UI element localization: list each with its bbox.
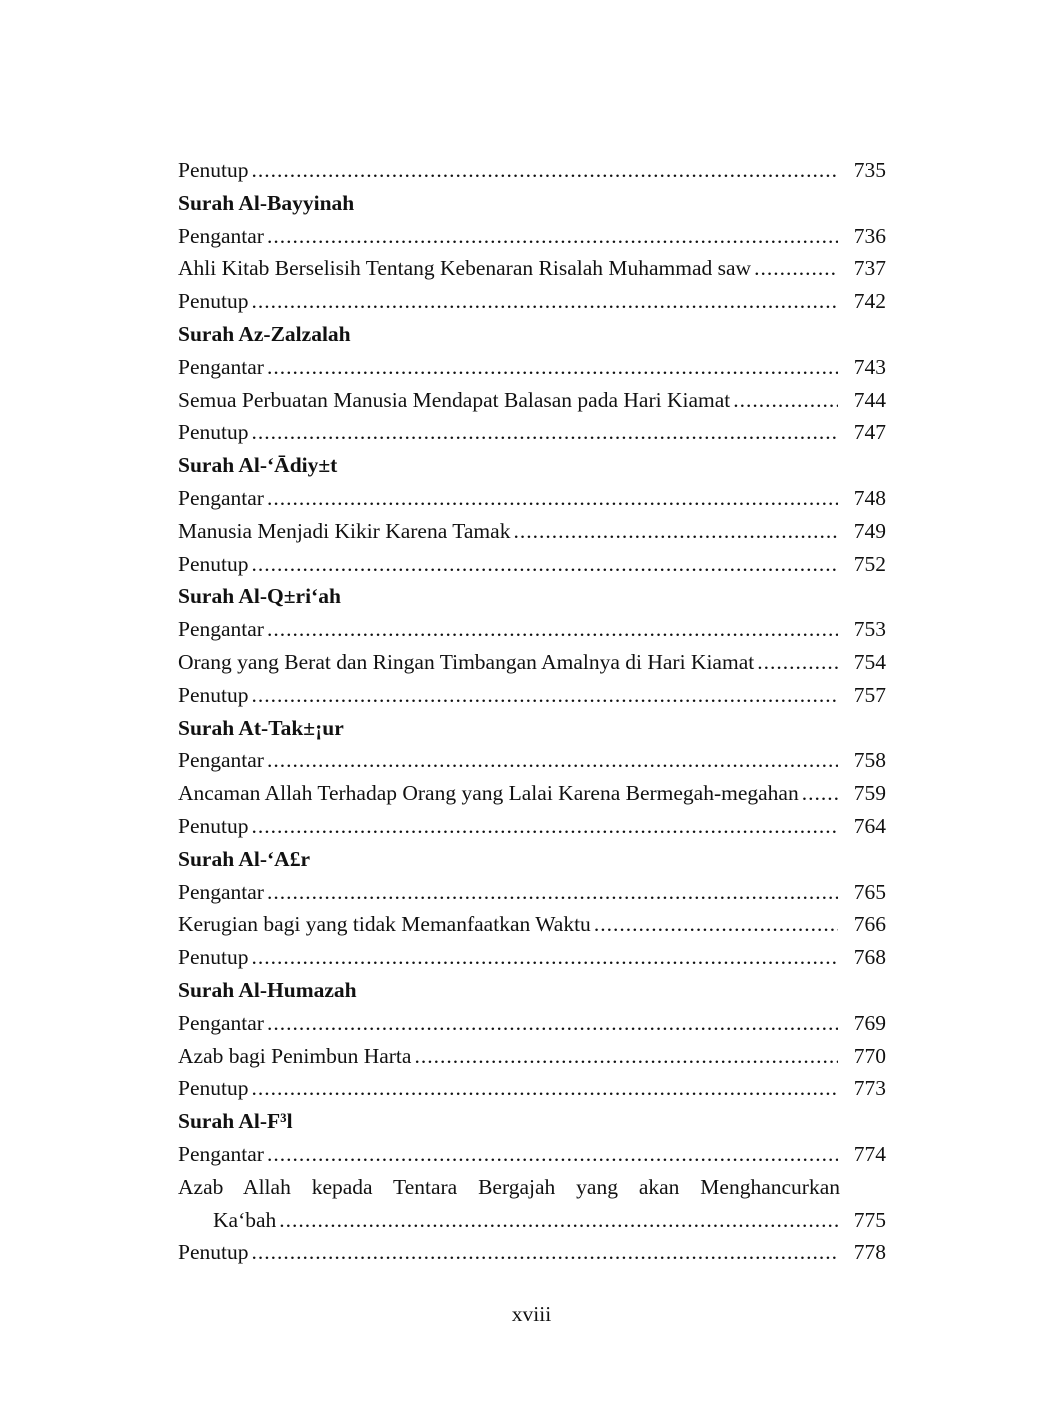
dot-leader: [251, 1236, 838, 1269]
dot-leader: [251, 285, 838, 318]
dot-leader: [251, 548, 838, 581]
dot-leader: [267, 613, 838, 646]
dot-leader: [279, 1204, 838, 1237]
toc-entry-title: Kerugian bagi yang tidak Memanfaatkan Waktu: [178, 912, 591, 937]
toc-entry-title-line-2: Ka‘bah: [213, 1207, 277, 1232]
toc-entry: [178, 351, 886, 384]
toc-entry-title: Penutup: [178, 289, 249, 314]
toc-entry-title: Pengantar: [178, 879, 264, 904]
toc-entry-title: Penutup: [178, 551, 249, 576]
dot-leader: [267, 220, 838, 253]
toc-entry-title: Pengantar: [178, 485, 264, 510]
dot-leader: [267, 1138, 838, 1171]
toc-entry: [178, 646, 886, 679]
dot-leader: [267, 1007, 838, 1040]
section-heading: Surah Al-Q±ri‘ah: [178, 584, 341, 609]
section-heading: Surah Al-‘A£r: [178, 846, 310, 871]
toc-entry: [178, 613, 886, 646]
toc-entry-title: Penutup: [178, 813, 249, 838]
table-of-contents: [178, 154, 886, 1269]
toc-entry-page: 747: [853, 420, 886, 445]
toc-entry: [178, 1236, 886, 1269]
toc-entry: [178, 941, 886, 974]
toc-entry-page: 752: [853, 551, 886, 576]
toc-entry-page: 737: [853, 256, 886, 281]
toc-entry-title: Pengantar: [178, 617, 264, 642]
dot-leader: [251, 416, 838, 449]
toc-entry-page: 770: [853, 1043, 886, 1068]
toc-entry-title: Penutup: [178, 420, 249, 445]
dot-leader: [802, 777, 838, 810]
toc-entry-title: Orang yang Berat dan Ringan Timbangan Amalnya di Hari Kiamat: [178, 649, 755, 674]
dot-leader: [267, 744, 838, 777]
toc-entry: [178, 777, 886, 810]
toc-entry-page: 742: [853, 289, 886, 314]
toc-entry-page: 769: [853, 1010, 886, 1035]
dot-leader: [414, 1040, 838, 1073]
toc-entry-page: 754: [853, 649, 886, 674]
toc-entry-title: Pengantar: [178, 1010, 264, 1035]
toc-entry-title: Ancaman Allah Terhadap Orang yang Lalai Karena Bermegah-megahan: [178, 781, 799, 806]
toc-entry-page: 774: [853, 1141, 886, 1166]
dot-leader: [733, 384, 838, 417]
toc-entry-title: Semua Perbuatan Manusia Mendapat Balasan pada Hari Kiamat: [178, 387, 731, 412]
toc-entry-title: Pengantar: [178, 1141, 264, 1166]
toc-entry-page: 753: [853, 617, 886, 642]
section-heading: Surah At-Tak±¡ur: [178, 715, 344, 740]
toc-entry-page: 768: [853, 945, 886, 970]
toc-entry-title: Penutup: [178, 1240, 249, 1265]
toc-entry-page: 744: [853, 387, 886, 412]
toc-entry: [178, 384, 886, 417]
toc-entry: [178, 1204, 886, 1237]
toc-entry: [178, 908, 886, 941]
toc-entry-page: 764: [853, 813, 886, 838]
section-heading: Surah Al-‘Ādiy±t: [178, 453, 338, 478]
dot-leader: [251, 154, 838, 187]
toc-entry-page: 736: [853, 223, 886, 248]
toc-entry: [178, 1040, 886, 1073]
toc-entry-title: Pengantar: [178, 223, 264, 248]
toc-entry-title: Penutup: [178, 1076, 249, 1101]
toc-entry: [178, 252, 886, 285]
dot-leader: [267, 351, 838, 384]
toc-entry: [178, 810, 886, 843]
toc-entry-page: 758: [853, 748, 886, 773]
toc-entry: [178, 220, 886, 253]
toc-entry: [178, 1072, 886, 1105]
toc-entry-title: Pengantar: [178, 748, 264, 773]
toc-entry-page: 766: [853, 912, 886, 937]
toc-entry: [178, 1138, 886, 1171]
dot-leader: [267, 482, 838, 515]
toc-entry: [178, 515, 886, 548]
toc-entry-page: 743: [853, 354, 886, 379]
toc-entry-title: Penutup: [178, 682, 249, 707]
toc-entry-title: Azab bagi Penimbun Harta: [178, 1043, 412, 1068]
dot-leader: [251, 941, 838, 974]
toc-entry: [178, 744, 886, 777]
toc-entry-title: Manusia Menjadi Kikir Karena Tamak: [178, 518, 511, 543]
toc-entry-title: Penutup: [178, 158, 249, 182]
toc-entry: [178, 679, 886, 712]
dot-leader: [251, 1072, 838, 1105]
toc-entry-page: 765: [853, 879, 886, 904]
page-number: xviii: [511, 1302, 552, 1326]
section-heading: Surah Al-Humazah: [178, 977, 357, 1002]
toc-entry: [178, 416, 886, 449]
dot-leader: [594, 908, 838, 941]
dot-leader: [251, 810, 838, 843]
toc-entry: [178, 1007, 886, 1040]
toc-entry-page: 748: [853, 485, 886, 510]
toc-entry: [178, 876, 886, 909]
toc-entry-page: 759: [853, 781, 886, 806]
toc-entry: [178, 154, 886, 187]
dot-leader: [754, 252, 838, 285]
section-heading: Surah Al-F³l: [178, 1109, 293, 1134]
section-heading: Surah Az-Zalzalah: [178, 321, 351, 346]
toc-entry-title: Ahli Kitab Berselisih Tentang Kebenaran Risalah Muhammad saw: [178, 256, 752, 281]
toc-entry-page: 775: [853, 1207, 886, 1232]
dot-leader: [513, 515, 838, 548]
toc-entry-title-line-1: Azab Allah kepada Tentara Bergajah yang akan Menghancurkan: [178, 1174, 840, 1199]
toc-entry-title: Penutup: [178, 945, 249, 970]
toc-entry-page: 735: [853, 158, 886, 182]
dot-leader: [267, 876, 838, 909]
toc-entry: [178, 548, 886, 581]
dot-leader: [757, 646, 838, 679]
toc-entry-page: 778: [853, 1240, 886, 1265]
section-heading: Surah Al-Bayyinah: [178, 190, 355, 215]
toc-entry-page: 773: [853, 1076, 886, 1101]
toc-entry-page: 757: [853, 682, 886, 707]
toc-entry-page: 749: [853, 518, 886, 543]
toc-entry-title: Pengantar: [178, 354, 264, 379]
toc-entry: [178, 482, 886, 515]
toc-entry: [178, 285, 886, 318]
dot-leader: [251, 679, 838, 712]
